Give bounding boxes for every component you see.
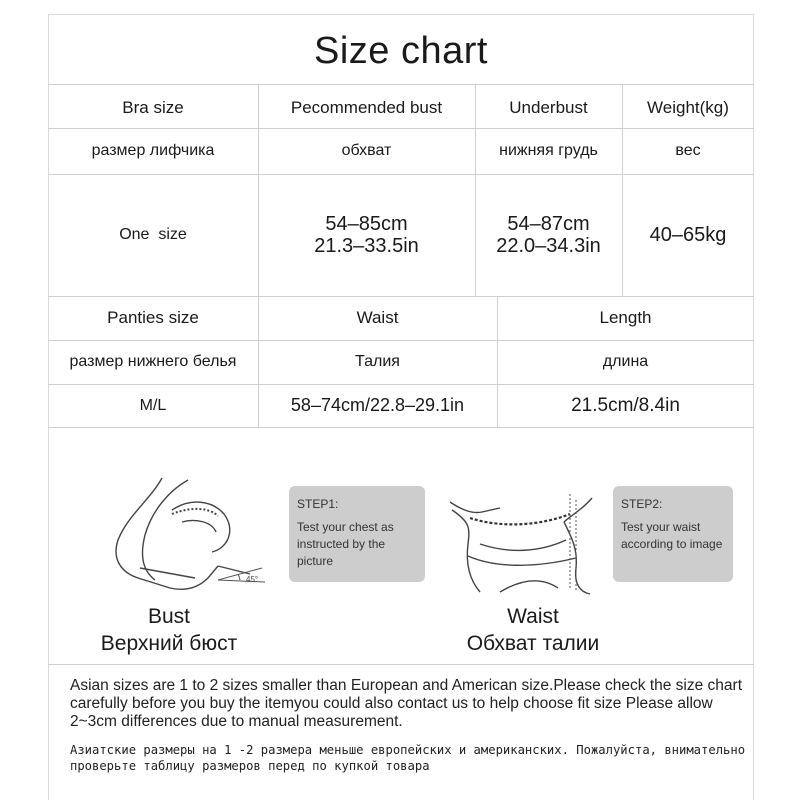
bust-header: Pecommended bust	[290, 98, 443, 117]
step1-title: STEP1:	[297, 497, 339, 511]
step2-text: Test your waist according to image	[621, 520, 723, 551]
step1-box	[289, 486, 425, 582]
bust-measure-illustration	[100, 470, 280, 600]
angle-label: 45°	[246, 575, 259, 584]
weight-value: 40–65kg	[649, 224, 727, 246]
weight-header-ru: вес	[675, 142, 701, 159]
bust-in: 21.3–33.5in	[314, 235, 419, 257]
panties-size-value: M/L	[139, 396, 167, 414]
underbust-header: Underbust	[509, 98, 588, 117]
bust-value	[258, 174, 475, 296]
underbust-header-ru: нижняя грудь	[499, 142, 598, 159]
waist-header: Waist	[356, 308, 399, 327]
underbust-in: 22.0–34.3in	[496, 235, 601, 257]
waist-measure-illustration	[440, 488, 610, 598]
step1-text: Test your chest as instructed by the picture	[297, 520, 394, 568]
bust-cm: 54–85cm	[325, 213, 408, 235]
bust-caption-en: Bust	[147, 605, 191, 628]
length-header-ru: длина	[602, 353, 649, 370]
bra-size-value: One size	[119, 226, 187, 243]
note-english: Asian sizes are 1 to 2 sizes smaller than European and American size.Please check the size chart carefully before you buy the itemyou could also contact us to help choose fit size Please allow 2~3cm differences due to manual measurement.	[70, 677, 743, 730]
table-bottom-border	[48, 427, 754, 428]
weight-header: Weight(kg)	[647, 98, 729, 117]
table-top-border	[48, 84, 754, 85]
note-russian: Азиатские размеры на 1 -2 размера меньше европейских и американских. Пожалуйста, внимательно проверьте таблицу размеров перед по купкой товара	[70, 743, 746, 773]
step2-box	[613, 486, 733, 582]
bra-size-header-ru: размер лифчика	[91, 142, 215, 159]
bust-caption	[88, 603, 250, 657]
waist-caption-en: Waist	[507, 605, 559, 628]
length-header: Length	[599, 308, 652, 327]
length-value: 21.5cm/8.4in	[571, 394, 680, 416]
bust-header-ru: обхват	[341, 142, 392, 159]
waist-header-ru: Талия	[355, 353, 400, 370]
page-title: Size chart	[314, 30, 488, 72]
waist-caption	[452, 603, 614, 657]
panties-size-header: Panties size	[107, 308, 199, 327]
panties-size-header-ru: размер нижнего белья	[69, 353, 237, 370]
bust-caption-ru: Верхний бюст	[100, 632, 238, 655]
waist-value: 58–74cm/22.8–29.1in	[290, 395, 465, 415]
bra-size-header: Bra size	[122, 98, 184, 117]
underbust-value	[475, 174, 622, 296]
step2-title: STEP2:	[621, 497, 663, 511]
waist-caption-ru: Обхват талии	[466, 632, 600, 655]
notes-divider	[48, 664, 754, 665]
underbust-cm: 54–87cm	[507, 213, 590, 235]
